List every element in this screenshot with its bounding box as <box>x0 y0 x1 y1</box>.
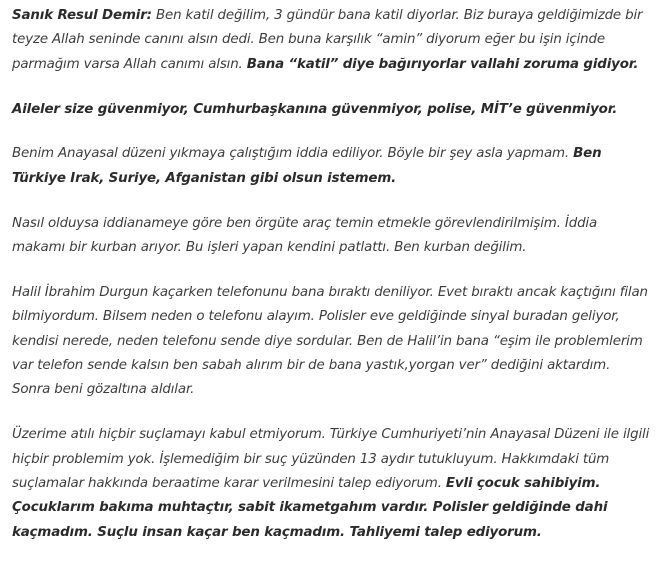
paragraph-text: Ben katil değilim, 3 gündür bana katil diyorlar. Biz buraya geldiğimizde bir teyze Allah seninde canını alsın dedi. Ben buna karşılık “amin” diyorum eğer bu işin içinde parmağım varsa Allah canımı alsın. <box>12 8 643 72</box>
paragraph-defendant-statement <box>12 4 652 77</box>
paragraph-families-trust <box>12 98 652 122</box>
paragraph-text: Benim Anayasal düzeni yıkmaya çalıştığım iddia ediliyor. Böyle bir şey asla yapmam. <box>12 146 574 162</box>
paragraph-bold-text: Aileler size güvenmiyor, Cumhurbaşkanına güvenmiyor, polise, MİT’e güvenmiyor. <box>12 101 618 117</box>
paragraph-release-request <box>12 423 652 545</box>
paragraph-constitutional-order <box>12 142 652 191</box>
paragraph-text: Nasıl olduysa iddianameye göre ben örgüte araç temin etmekle görevlendirilmişim. İddia makamı bir kurban arıyor. Bu işleri yapan kendini patlattı. Ben kurban değilim. <box>12 215 598 256</box>
paragraph-bold-text: Evli çocuk sahibiyim. Çocuklarım bakıma muhtaçtır, sabit ikametgahım vardır. Polisler geldiğinde dahi kaçmadım. Suçlu insan kaçar ben kaçmadım. Tahliyemi talep ediyorum. <box>12 476 608 540</box>
paragraph-text: Halil İbrahim Durgun kaçarken telefonunu bana bıraktı deniliyor. Evet bıraktı ancak kaçtığını filan bilmiyordum. Bilsem neden o telefonu alayım. Polisler eve geldiğinde sinyal buradan geliyor, kendisi nerede, neden telefonu sende diye sordular. Ben de Halil’in bana “eşim ile problemlerim var telefon sende kalsın ben sabah alırım bir de bana yastık,yorgan ver” dediğini aktardım. Sonra beni gözaltına aldılar. <box>12 284 648 398</box>
article-body <box>12 4 652 566</box>
paragraph-phone-story <box>12 281 652 403</box>
paragraph-bold-text: Ben Türkiye Irak, Suriye, Afganistan gibi olsun istemem. <box>12 146 602 186</box>
speaker-name: Sanık Resul Demir: <box>12 8 152 23</box>
paragraph-indictment <box>12 212 652 261</box>
paragraph-text: Üzerime atılı hiçbir suçlamayı kabul etmiyorum. Türkiye Cumhuriyeti’nin Anayasal Düzeni ile ilgili hiçbir problemim yok. İşlemediğim bir suç yüzünden 13 aydır tutukluyum. Hakkımdaki tüm suçlamalar hakkında beraatime karar verilmesini talep ediyorum. <box>12 427 650 492</box>
paragraph-bold-text: Bana “katil” diye bağırıyorlar vallahi zoruma gidiyor. <box>246 56 639 72</box>
